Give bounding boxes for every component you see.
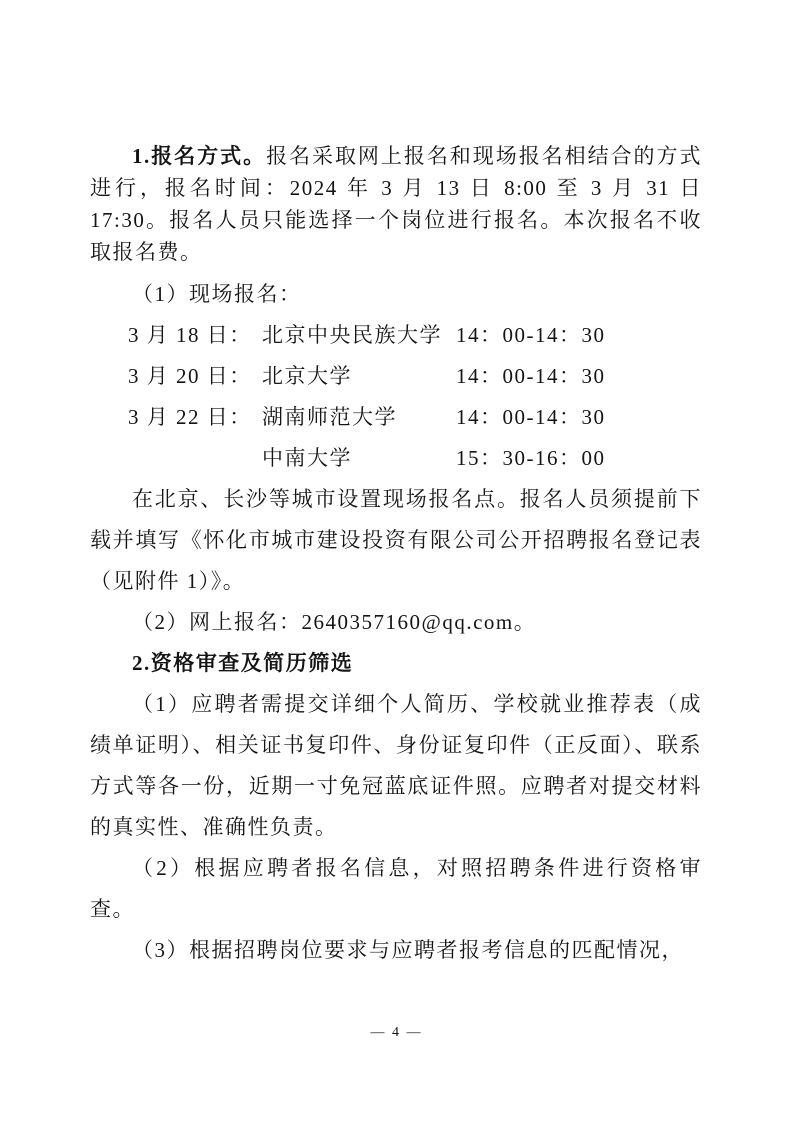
schedule-time: 14：00-14：30 — [456, 405, 606, 429]
onsite-schedule — [90, 315, 702, 479]
section-2-heading: 2.资格审查及简历筛选 — [132, 651, 354, 675]
paragraph-onsite-detail: 在北京、长沙等城市设置现场报名点。报名人员须提前下载并填写《怀化市城市建设投资有限公司公开招聘报名登记表（见附件 1）》。 — [90, 487, 702, 593]
paragraph-online-registration: （2）网上报名：2640357160@qq.com。 — [132, 610, 537, 634]
paragraph-qualification-review: （2）根据应聘者报名信息，对照招聘条件进行资格审查。 — [90, 856, 702, 921]
schedule-location: 北京大学 — [262, 364, 352, 388]
schedule-date: 3 月 22 日： — [128, 405, 252, 429]
schedule-date — [128, 438, 262, 479]
schedule-location: 中南大学 — [262, 446, 352, 470]
schedule-location: 北京中央民族大学 — [262, 323, 442, 347]
schedule-time: 14：00-14：30 — [456, 364, 606, 388]
schedule-row — [90, 315, 702, 356]
paragraph-review-materials: （1）应聘者需提交详细个人简历、学校就业推荐表（成绩单证明）、相关证书复印件、身份证复印件（正反面）、联系方式等各一份，近期一寸免冠蓝底证件照。应聘者对提交材料的真实性、准确性负责。 — [90, 692, 702, 839]
section-1-heading: 1.报名方式。 — [132, 144, 267, 168]
paragraph-position-matching: （3）根据招聘岗位要求与应聘者报考信息的匹配情况， — [132, 938, 684, 962]
paragraph-registration-method — [90, 140, 702, 268]
schedule-time: 15：30-16：00 — [456, 446, 606, 470]
page-number: — 4 — — [370, 1025, 423, 1040]
schedule-date: 3 月 20 日： — [128, 364, 252, 388]
paragraph-onsite-label: （1）现场报名： — [132, 282, 302, 306]
schedule-row — [90, 438, 702, 479]
schedule-row — [90, 397, 702, 438]
schedule-row — [90, 356, 702, 397]
schedule-location: 湖南师范大学 — [262, 405, 397, 429]
section-1-text: 报名采取网上报名和现场报名相结合的方式进行，报名时间：2024 年 3 月 13 日 8:00 至 3 月 31 日 17:30。报名人员只能选择一个岗位进行报名。本次报名不收取报名费。 — [90, 144, 702, 264]
schedule-date: 3 月 18 日： — [128, 323, 252, 347]
schedule-time: 14：00-14：30 — [456, 323, 606, 347]
